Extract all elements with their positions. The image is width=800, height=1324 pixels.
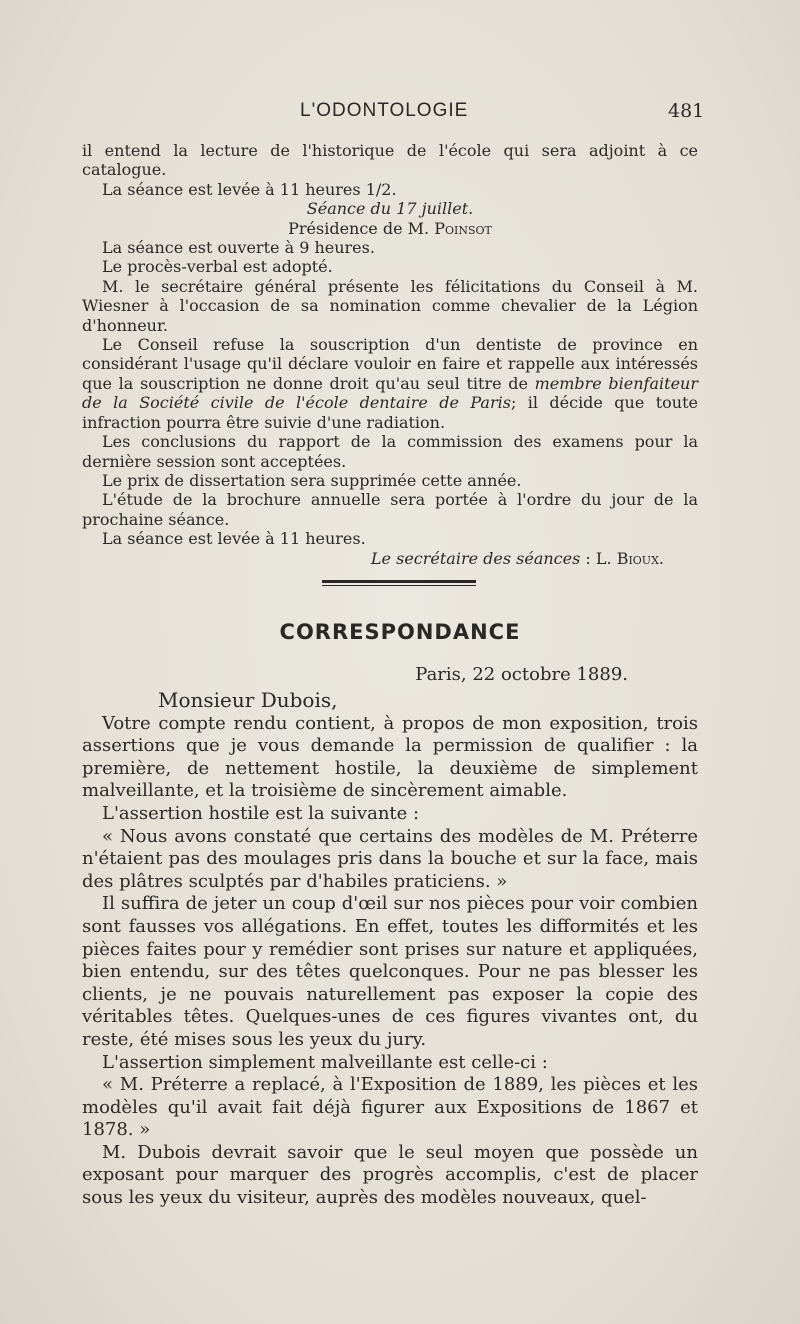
paragraph: Il suffira de jeter un coup d'œil sur nos pièces pour voir combien sont fausses vos allégations. En effet, toutes les difformités et les pièces faites pour y remédier sont prises sur nature et appliquées, bien entendu, sur des têtes quelconques. Pour ne pas blesser les clients, je ne pouvais naturellement pas exposer la copie des véritables têtes. Quelques-unes de ces figures vivantes ont, du reste, été mises sous les yeux du jury. bbox=[82, 893, 698, 1050]
section-divider-thin bbox=[322, 585, 476, 586]
running-head bbox=[0, 100, 800, 126]
paragraph: il entend la lecture de l'historique de l'école qui sera adjoint à ce catalogue. bbox=[82, 141, 698, 180]
paragraph: L'étude de la brochure annuelle sera portée à l'ordre du jour de la prochaine séance. bbox=[82, 490, 698, 529]
paragraph: Votre compte rendu contient, à propos de mon exposition, trois assertions que je vous demande la permission de qualifier : la première, de nettement hostile, la deuxième de simplement malveillante, et la troisième de sincèrement aimable. bbox=[82, 712, 698, 802]
paragraph: La séance est levée à 11 heures 1/2. bbox=[102, 179, 397, 199]
journal-title: L'ODONTOLOGIE bbox=[300, 100, 469, 121]
letter-salutation: Monsieur Dubois, bbox=[158, 687, 338, 712]
quotation: « Nous avons constaté que certains des modèles de M. Préterre n'étaient pas des moulages pris dans la bouche et sur la face, mais des plâtres sculptés par d'habiles praticiens. » bbox=[82, 825, 698, 892]
letter-date: Paris, 22 octobre 1889. bbox=[415, 664, 628, 685]
president-name: Poinsot bbox=[434, 218, 492, 238]
meeting-minutes bbox=[82, 141, 698, 568]
paragraph: Les conclusions du rapport de la commission des examens pour la dernière session sont acceptées. bbox=[82, 432, 698, 471]
correspondence-letter bbox=[82, 664, 698, 1210]
paragraph: Le prix de dissertation sera supprimée cette année. bbox=[102, 470, 522, 490]
signature: Le secrétaire des séances : L. Bioux. bbox=[370, 548, 664, 568]
paragraph: Le procès-verbal est adopté. bbox=[102, 257, 333, 277]
section-title: CORRESPONDANCE bbox=[279, 620, 521, 644]
page-number: 481 bbox=[668, 100, 705, 122]
paragraph: La séance est ouverte à 9 heures. bbox=[102, 238, 375, 258]
section-divider bbox=[322, 580, 476, 583]
presidence-line: Présidence de M. Poinsot bbox=[288, 218, 492, 238]
paragraph: M. Dubois devrait savoir que le seul moyen que possède un exposant pour marquer des progrès accomplis, c'est de placer sous les yeux du visiteur, auprès des modèles nouveaux, quel- bbox=[82, 1141, 698, 1209]
session-heading: Séance du 17 juillet. bbox=[306, 199, 474, 219]
paragraph: L'assertion simplement malveillante est celle-ci : bbox=[102, 1051, 548, 1073]
paragraph: Le Conseil refuse la souscription d'un dentiste de province en considérant l'usage qu'il déclare vouloir en faire et rappelle aux intéressés que la souscription ne donne droit qu'au seul titre de membre bienfaiteur de la Société civile de l'école dentaire de Paris; il décide que toute infraction pourra être suivie d'une radiation. bbox=[82, 335, 699, 432]
paragraph: La séance est levée à 11 heures. bbox=[102, 529, 366, 549]
paragraph: L'assertion hostile est la suivante : bbox=[102, 802, 420, 824]
paragraph: M. le secrétaire général présente les félicitations du Conseil à M. Wiesner à l'occasion de sa nomination comme chevalier de la Légion d'honneur. bbox=[82, 276, 698, 335]
quotation: « M. Préterre a replacé, à l'Exposition de 1889, les pièces et les modèles qu'il avait fait déjà figurer aux Expositions de 1867 et 1878. » bbox=[82, 1074, 698, 1141]
